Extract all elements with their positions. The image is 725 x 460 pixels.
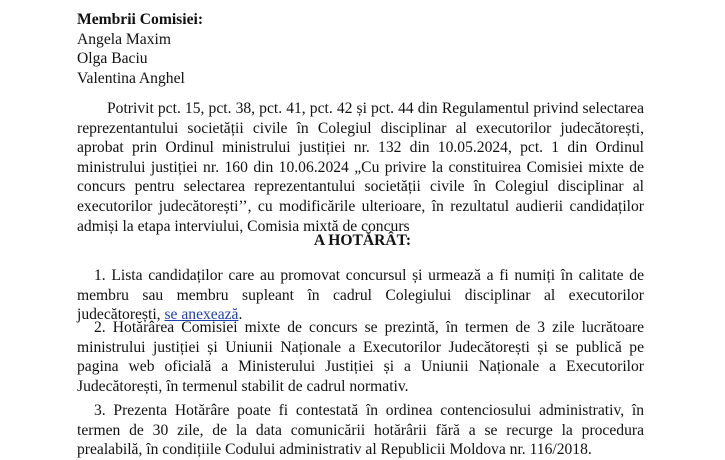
decision-point-3: 3. Prezenta Hotărâre poate fi contestată în ordinea contenciosului administrativ, în termen de 30 zile, de la data comunicării hotărârii fără a se recurge la procedura prealabilă, în condițiile Codului administrativ al Republicii Moldova nr. 116/2018.	[77, 402, 644, 459]
commission-members	[77, 10, 203, 88]
annex-link[interactable]: se anexează	[164, 306, 239, 324]
members-heading: Membrii Comisiei:	[77, 11, 204, 28]
point-1-suffix: .	[238, 306, 243, 324]
member-name: Valentina Anghel	[77, 69, 185, 87]
decision-point-2: 2. Hotărârea Comisiei mixte de concurs se prezintă, în termen de 3 zile lucrătoare ministrului justiției și Uniunii Naționale a Executorilor Judecătorești și se publică pe pagina web oficială a Ministerului Justiției și a Uniunii Naționale a Executorilor Judecătorești, în termenul stabilit de cadrul normativ.	[77, 319, 644, 395]
decision-point-1	[77, 266, 644, 325]
decision-title: A HOTĂRÂT:	[313, 232, 412, 249]
intro-paragraph: Potrivit pct. 15, pct. 38, pct. 41, pct. 42 și pct. 44 din Regulamentul privind selectarea reprezentantului societății civile în Colegiul disciplinar al executorilor judecătorești, aprobat prin Ordinul ministrului justiției nr. 132 din 10.05.2024, pct. 1 din Ordinul ministrului justiției nr. 160 din 10.06.2024 „Cu privire la constituirea Comisiei mixte de concurs pentru selectarea reprezentantului societății civile în Colegiul disciplinar al executorilor judecătorești’’, cu modificările ulterioare, în rezultatul audierii candidaților admiși la etapa interviului, Comisia mixtă de concurs	[77, 100, 644, 235]
member-name: Angela Maxim	[77, 30, 171, 48]
point-1-text: 1. Lista candidaților care au promovat concursul și urmează a fi numiți în calitate de membru sau membru supleant în cadrul Colegiului disciplinar al executorilor judecătorești,	[77, 267, 644, 324]
member-name: Olga Baciu	[77, 50, 148, 67]
